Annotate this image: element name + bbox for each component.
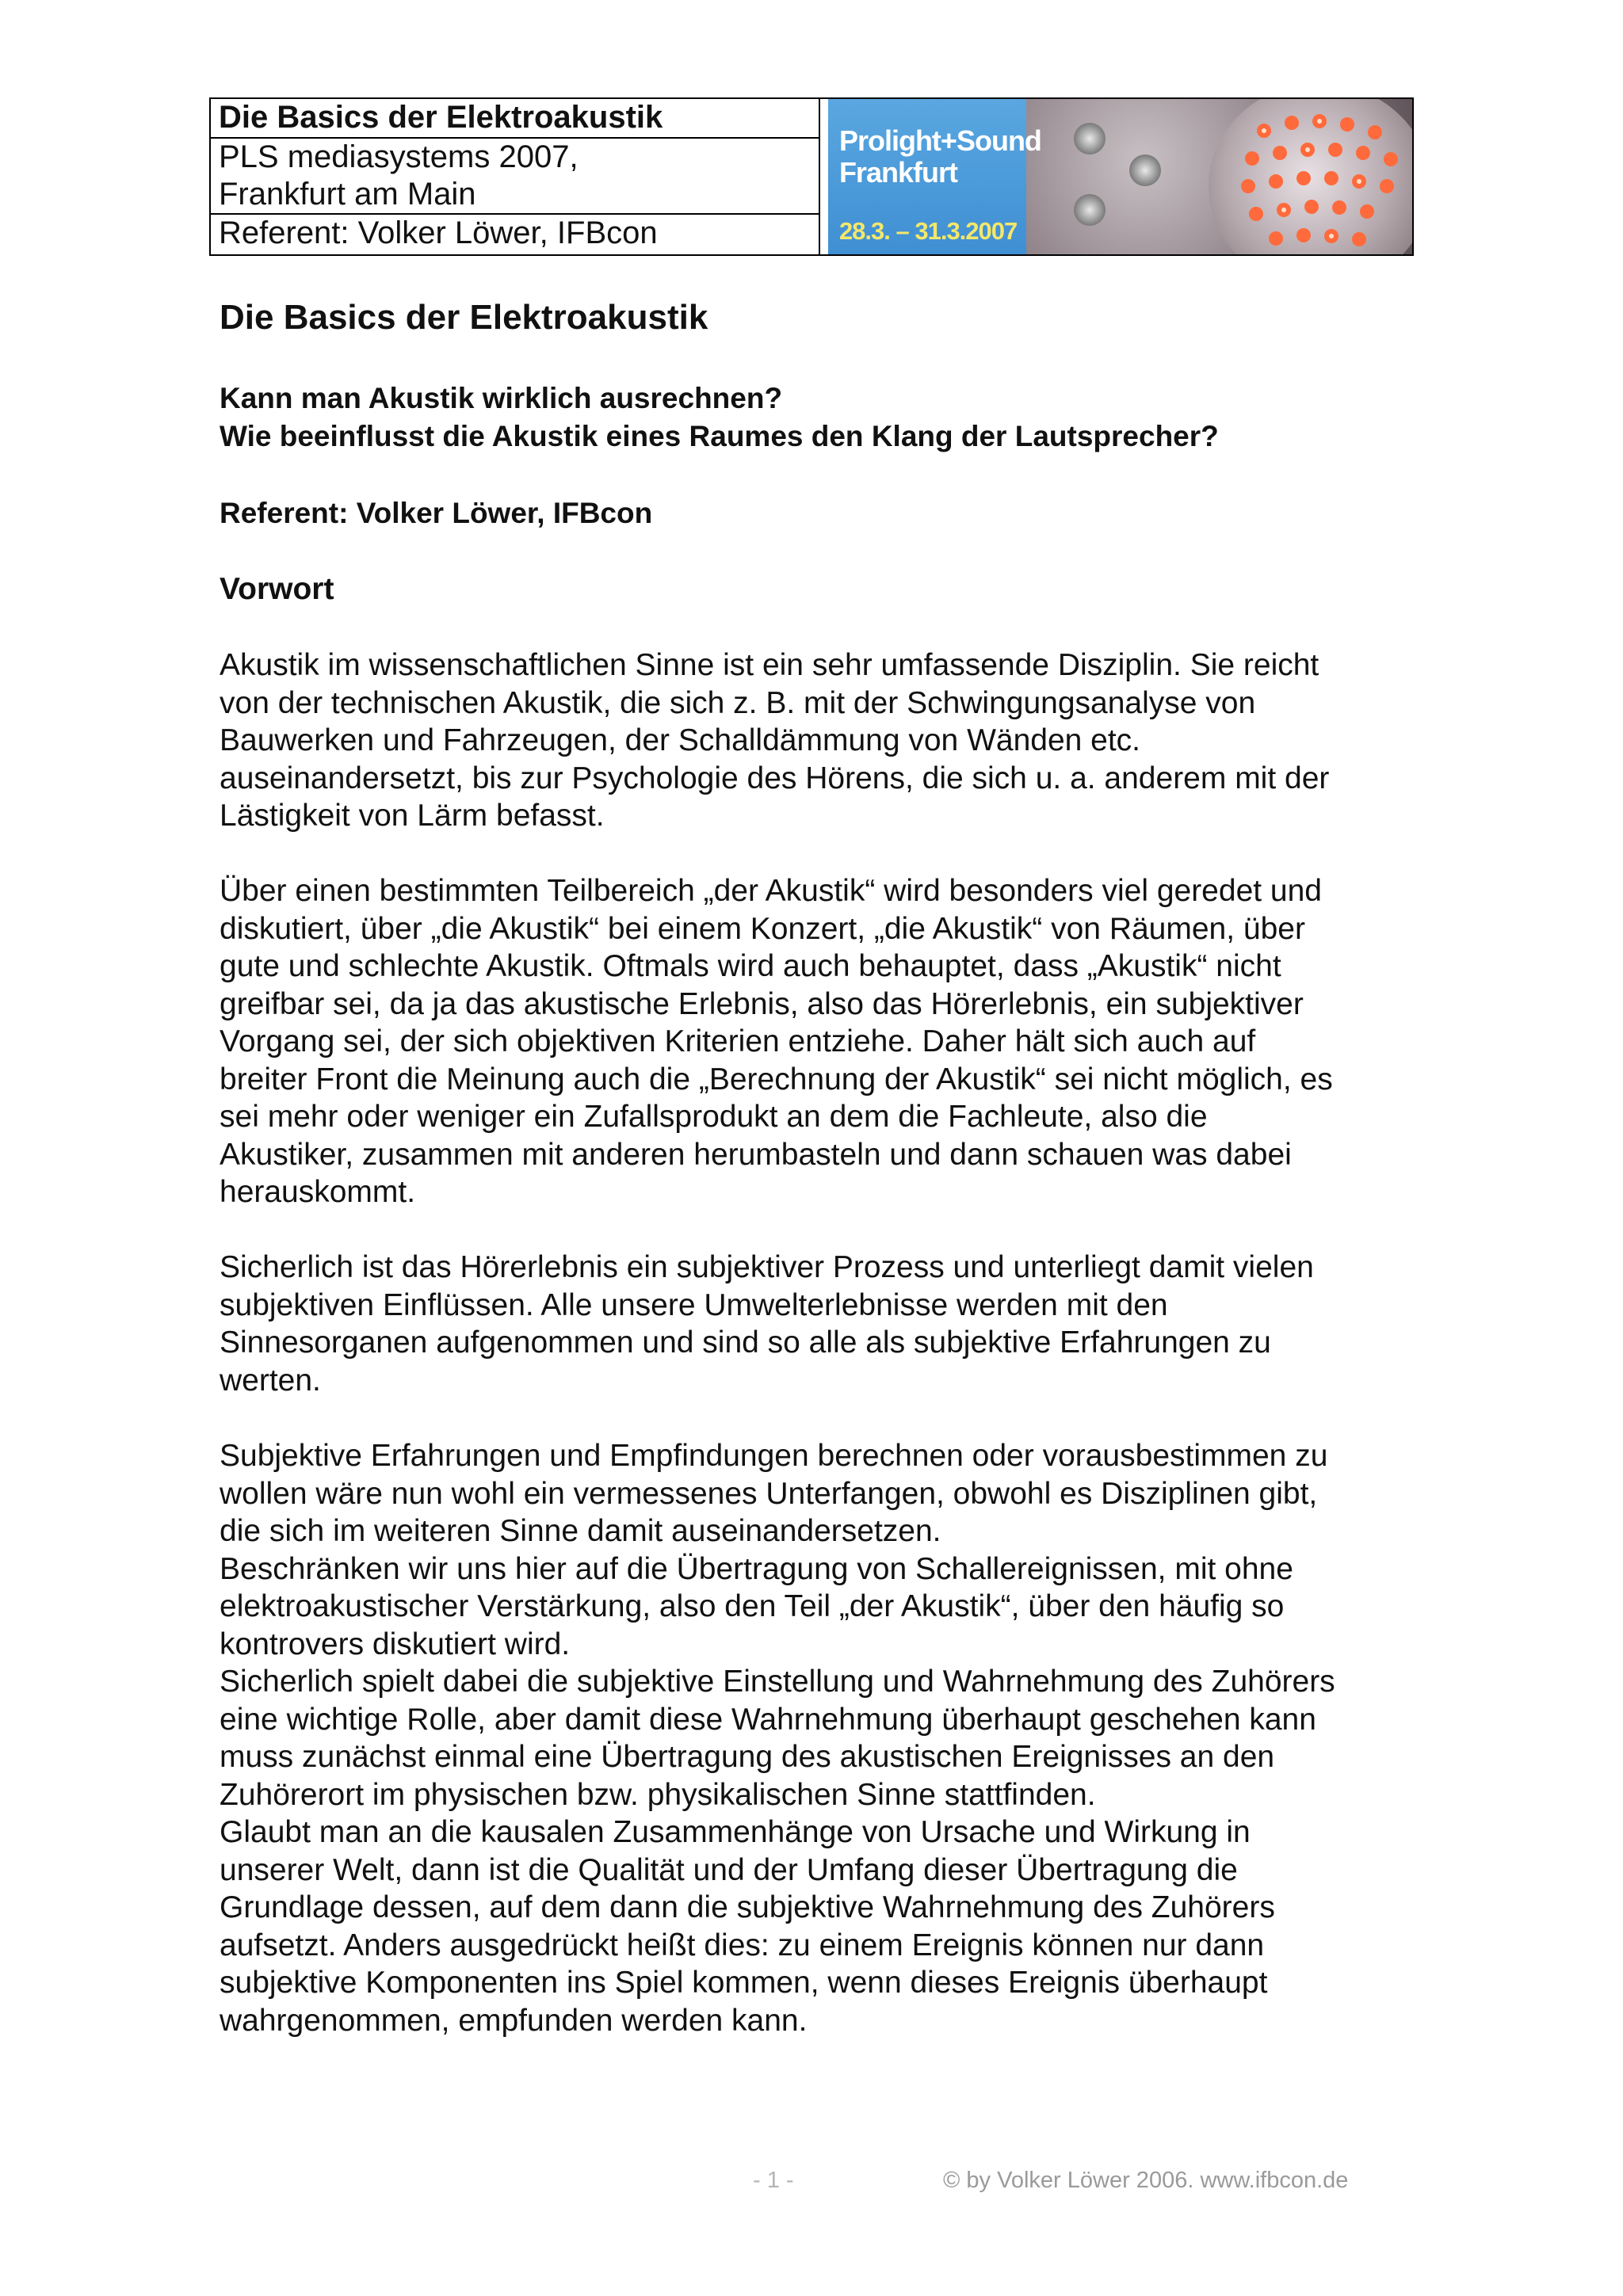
- text-line: eine wichtige Rolle, aber damit diese Wahrnehmung überhaupt geschehen kann: [220, 1702, 1316, 1737]
- text-line: wollen wäre nun wohl ein vermessenes Unterfangen, obwohl es Disziplinen gibt,: [220, 1476, 1318, 1511]
- text-line: Lästigkeit von Lärm befasst.: [220, 799, 605, 833]
- text-line: greifbar sei, da ja das akustische Erlebnis, also das Hörerlebnis, ein subjektiver: [220, 986, 1304, 1021]
- logo-brand-line2: Frankfurt: [838, 156, 957, 189]
- header-table: [209, 97, 1414, 256]
- paragraph-3: [220, 1249, 1424, 1399]
- header-org-line1: PLS mediasystems 2007,: [219, 139, 579, 174]
- logo-equipment-image: [1026, 99, 1412, 254]
- text-line: wahrgenommen, empfunden werden kann.: [220, 2003, 808, 2038]
- text-line: gute und schlechte Akustik. Oftmals wird auch behauptet, dass „Akustik“ nicht: [220, 949, 1281, 983]
- logo-brand-block: [828, 99, 1041, 254]
- footer-copyright: © by Volker Löwer 2006. www.ifbcon.de: [943, 2168, 1349, 2193]
- text-line: Zuhörerort im physischen bzw. physikalischen Sinne stattfinden.: [220, 1777, 1096, 1812]
- text-line: Sicherlich ist das Hörerlebnis ein subjektiver Prozess und unterliegt damit vielen: [220, 1250, 1314, 1284]
- led-dome-image: [1209, 99, 1412, 254]
- text-line: die sich im weiteren Sinne damit auseinandersetzen.: [220, 1514, 941, 1548]
- text-line: kontrovers diskutiert wird.: [220, 1627, 571, 1661]
- text-line: herauskommt.: [220, 1175, 416, 1209]
- text-line: aufsetzt. Anders ausgedrückt heißt dies: zu einem Ereignis können nur dann: [220, 1928, 1265, 1962]
- header-org-line2: Frankfurt am Main: [219, 176, 476, 212]
- text-line: Akustiker, zusammen mit anderen herumbasteln und dann schauen was dabei: [220, 1137, 1292, 1172]
- header-organization: [211, 139, 819, 215]
- text-line: von der technischen Akustik, die sich z. B. mit der Schwingungsanalyse von: [220, 685, 1256, 720]
- paragraph-2: [220, 872, 1424, 1211]
- text-line: Bauwerken und Fahrzeugen, der Schalldämmung von Wänden etc.: [220, 723, 1141, 757]
- section-title: Vorwort: [220, 572, 334, 606]
- connector-icon: [1129, 154, 1161, 186]
- text-line: Vorgang sei, der sich objektiven Kriterien entziehe. Daher hält sich auch auf: [220, 1024, 1256, 1058]
- text-line: diskutiert, über „die Akustik“ bei einem Konzert, „die Akustik“ von Räumen, über: [220, 911, 1305, 946]
- text-line: Subjektive Erfahrungen und Empfindungen berechnen oder vorausbestimmen zu: [220, 1439, 1328, 1473]
- header-speaker: Referent: Volker Löwer, IFBcon: [219, 215, 658, 251]
- page-title: Die Basics der Elektroakustik: [220, 298, 708, 337]
- text-line: muss zunächst einmal eine Übertragung des akustischen Ereignisses an den: [220, 1740, 1275, 1774]
- paragraph-1: [220, 646, 1424, 835]
- text-line: werten.: [220, 1363, 321, 1398]
- connector-icon: [1074, 123, 1106, 154]
- text-line: Grundlage dessen, auf dem dann die subjektive Wahrnehmung des Zuhörers: [220, 1890, 1275, 1924]
- header-info: [211, 99, 820, 254]
- text-line: elektroakustischer Verstärkung, also den Teil „der Akustik“, über den häufig so: [220, 1589, 1285, 1623]
- text-line: Über einen bestimmten Teilbereich „der Akustik“ wird besonders viel geredet und: [220, 874, 1322, 908]
- question-1: Kann man Akustik wirklich ausrechnen?: [220, 382, 783, 414]
- text-line: Akustik im wissenschaftlichen Sinne ist ein sehr umfassende Disziplin. Sie reicht: [220, 648, 1319, 682]
- text-line: Beschränken wir uns hier auf die Übertragung von Schallereignissen, mit ohne: [220, 1551, 1293, 1586]
- led-array-icon: [1209, 99, 1412, 254]
- text-line: auseinandersetzt, bis zur Psychologie des Hörens, die sich u. a. anderem mit der: [220, 761, 1330, 795]
- header-title: Die Basics der Elektroakustik: [211, 99, 819, 139]
- text-line: breiter Front die Meinung auch die „Berechnung der Akustik“ sei nicht möglich, es: [220, 1062, 1333, 1097]
- text-line: Sicherlich spielt dabei die subjektive Einstellung und Wahrnehmung des Zuhörers: [220, 1665, 1335, 1699]
- logo-brand-line1: Prolight+Sound: [838, 124, 1041, 157]
- text-line: subjektive Komponenten ins Spiel kommen, wenn dieses Ereignis überhaupt: [220, 1966, 1268, 2000]
- text-line: subjektiven Einflüssen. Alle unsere Umwelterlebnisse werden mit den: [220, 1287, 1168, 1322]
- text-line: unserer Welt, dann ist die Qualität und der Umfang dieser Übertragung die: [220, 1852, 1238, 1887]
- text-line: sei mehr oder weniger ein Zufallsprodukt an dem die Fachleute, also die: [220, 1100, 1208, 1134]
- logo-event-date: 28.3. – 31.3.2007: [838, 217, 1018, 245]
- paragraph-4: [220, 1437, 1424, 2039]
- referent-line: Referent: Volker Löwer, IFBcon: [220, 497, 653, 529]
- page-number: - 1 -: [753, 2168, 794, 2193]
- text-line: Glaubt man an die kausalen Zusammenhänge von Ursache und Wirkung in: [220, 1815, 1251, 1849]
- text-line: Sinnesorganen aufgenommen und sind so alle als subjektive Erfahrungen zu: [220, 1325, 1271, 1360]
- connector-icon: [1074, 194, 1106, 226]
- question-2: Wie beeinflusst die Akustik eines Raumes den Klang der Lautsprecher?: [220, 420, 1219, 452]
- prolight-sound-logo: [828, 99, 1412, 254]
